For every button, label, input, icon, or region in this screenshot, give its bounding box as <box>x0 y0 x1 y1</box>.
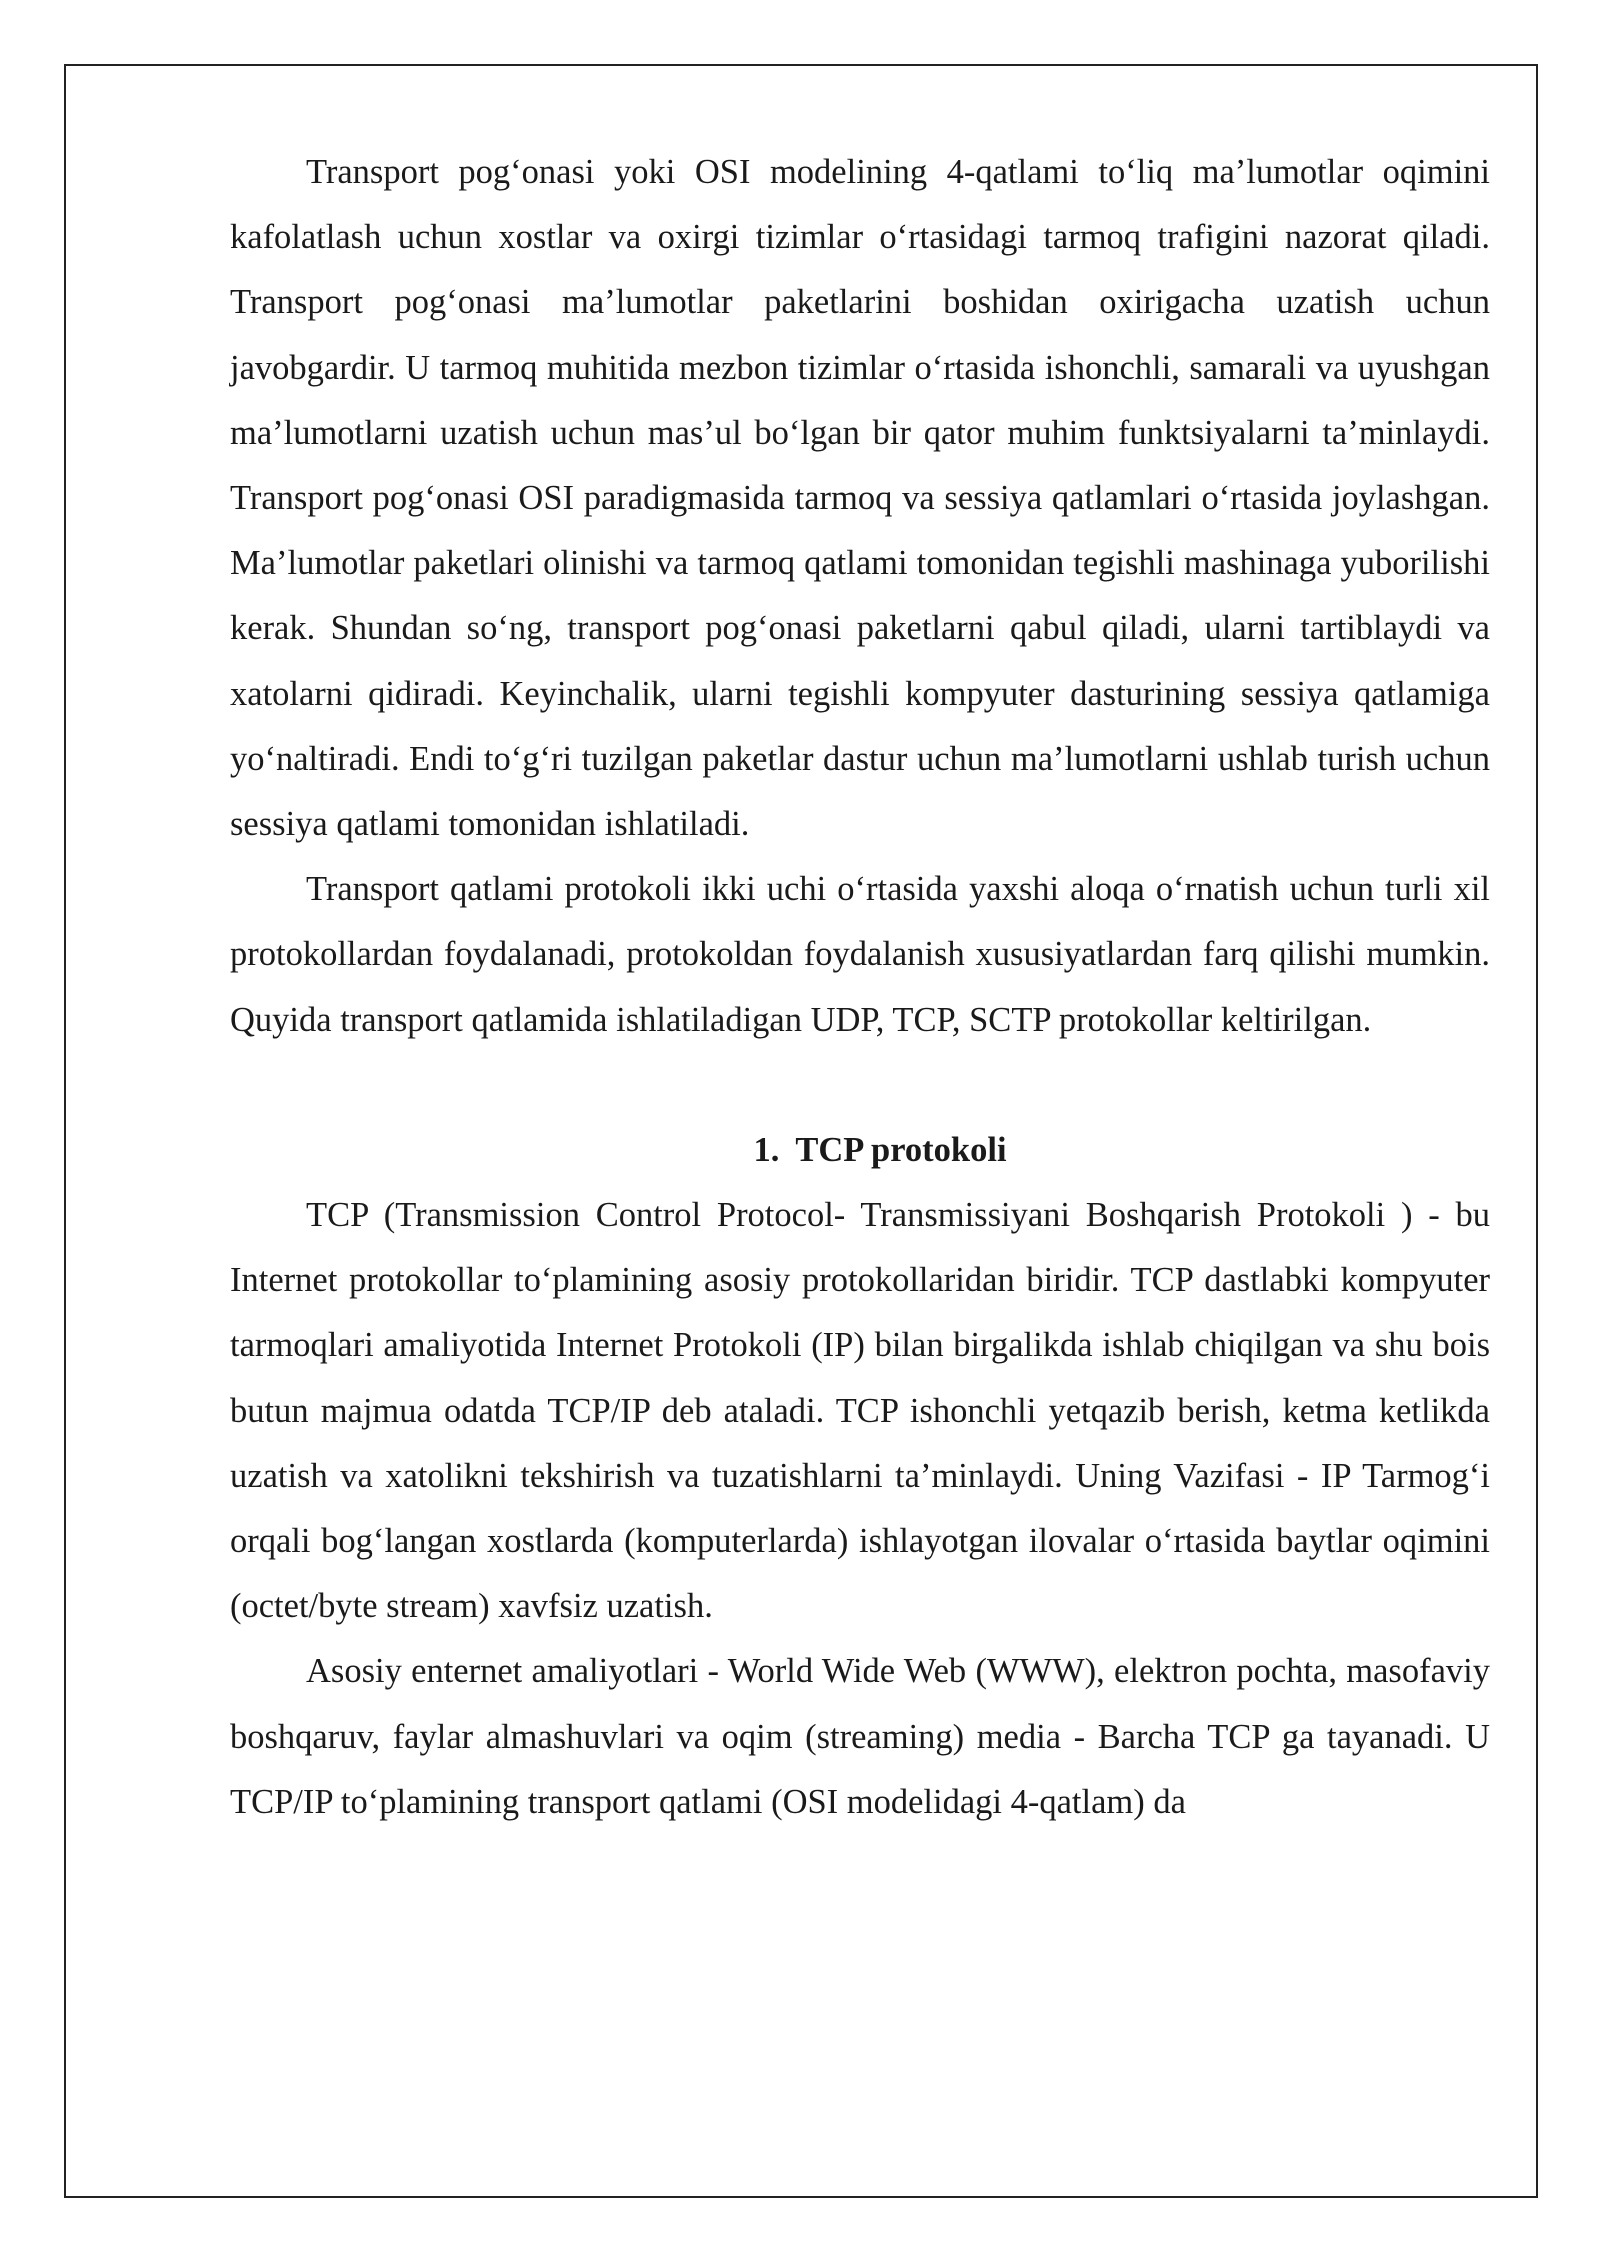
paragraph-tcp-definition: TCP (Transmission Control Protocol- Transmissiyani Boshqarish Protokoli ) - bu Internet protokollar to‘plamining asosiy protokollaridan biridir. TCP dastlabki kompyuter tarmoqlari amaliyotida Internet Protokoli (IP) bilan birgalikda ishlab chiqilgan va shu bois butun majmua odatda TCP/IP deb ataladi. TCP ishonchli yetqazib berish, ketma ketlikda uzatish va xatolikni tekshirish va tuzatishlarni ta’minlaydi. Uning Vazifasi - IP Tarmog‘i orqali bog‘langan xostlarda (komputerlarda) ishlayotgan ilovalar o‘rtasida baytlar oqimini (octet/byte stream) xavfsiz uzatish. <box>230 1196 1490 1626</box>
section-heading <box>230 1118 1490 1183</box>
section-number: 1. <box>753 1130 780 1169</box>
paragraph-tcp-applications: Asosiy enternet amaliyotlari - World Wide Web (WWW), elektron pochta, masofaviy boshqaruv, faylar almashuvlari va oqim (streaming) media - Barcha TCP ga tayanadi. U TCP/IP to‘plamining transport qatlami (OSI modelidagi 4-qatlam) da <box>230 1652 1490 1821</box>
section-title: TCP protokoli <box>795 1130 1007 1169</box>
document-body <box>230 140 1490 1835</box>
paragraph-transport-layer-intro: Transport pog‘onasi yoki OSI modelining 4-qatlami to‘liq ma’lumotlar oqimini kafolatlash uchun xostlar va oxirgi tizimlar o‘rtasidagi tarmoq trafigini nazorat qiladi. Transport pog‘onasi ma’lumotlar paketlarini boshidan oxirigacha uzatish uchun javobgardir. U tarmoq muhitida mezbon tizimlar o‘rtasida ishonchli, samarali va uyushgan ma’lumotlarni uzatish uchun mas’ul bo‘lgan bir qator muhim funktsiyalarni ta’minlaydi. Transport pog‘onasi OSI paradigmasida tarmoq va sessiya qatlamlari o‘rtasida joylashgan. Ma’lumotlar paketlari olinishi va tarmoq qatlami tomonidan tegishli mashinaga yuborilishi kerak. Shundan so‘ng, transport pog‘onasi paketlarni qabul qiladi, ularni tartiblaydi va xatolarni qidiradi. Keyinchalik, ularni tegishli kompyuter dasturining sessiya qatlamiga yo‘naltiradi. Endi to‘g‘ri tuzilgan paketlar dastur uchun ma’lumotlarni ushlab turish uchun sessiya qatlami tomonidan ishlatiladi. <box>230 153 1490 844</box>
paragraph-transport-protocols: Transport qatlami protokoli ikki uchi o‘rtasida yaxshi aloqa o‘rnatish uchun turli xil protokollardan foydalanadi, protokoldan foydalanish xususiyatlardan farq qilishi mumkin. Quyida transport qatlamida ishlatiladigan UDP, TCP, SCTP protokollar keltirilgan. <box>230 870 1490 1039</box>
